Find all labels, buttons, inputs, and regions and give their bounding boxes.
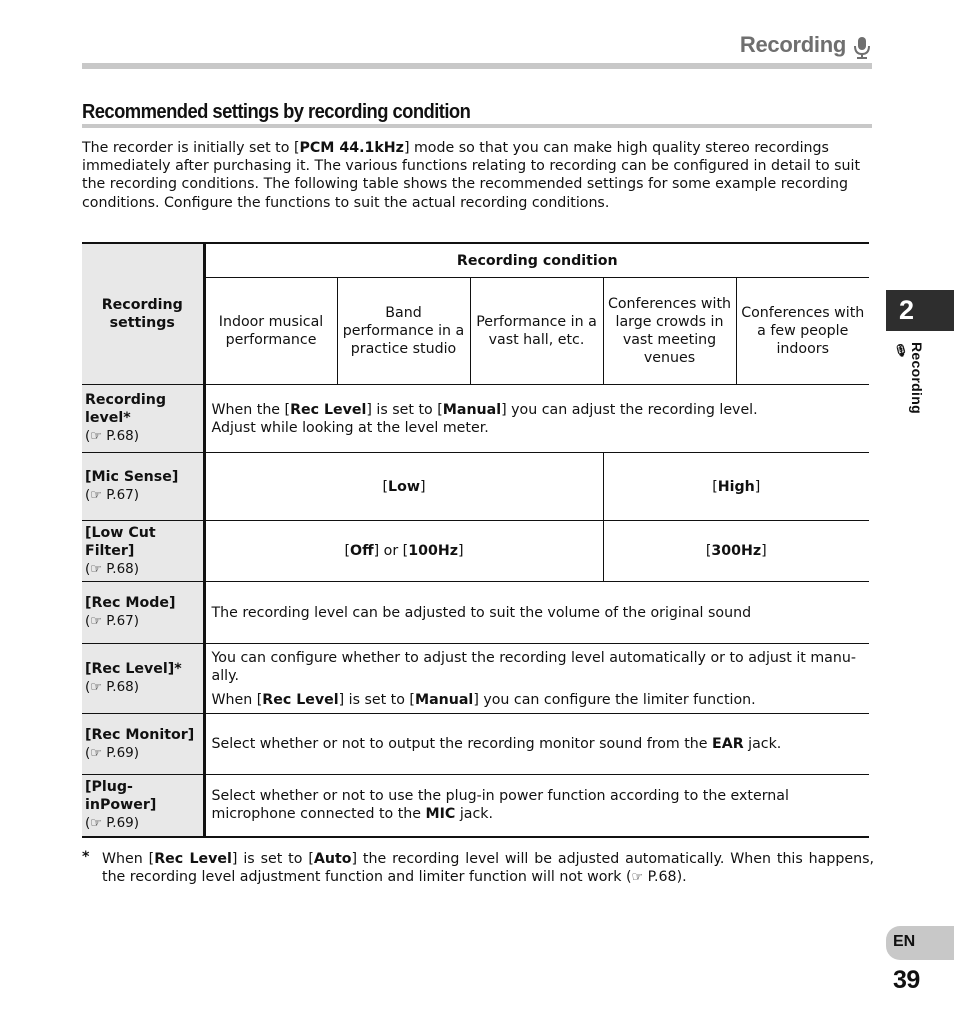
row-value: [Off] or [100Hz] <box>204 521 603 582</box>
header-title: Recording <box>739 32 846 57</box>
row-label: [Low Cut Filter] (☞ P.68) <box>82 521 204 582</box>
row-label: [Rec Monitor] (☞ P.69) <box>82 714 204 775</box>
table-row <box>82 582 869 644</box>
page-number: 39 <box>893 966 920 994</box>
condition-header: Recording condition <box>204 243 869 278</box>
language-tab[interactable]: EN <box>886 926 954 960</box>
row-label: Recording level* (☞ P.68) <box>82 385 204 453</box>
section-rule <box>82 124 872 128</box>
condition-cell: Indoor musical performance <box>204 278 337 385</box>
row-value: When the [Rec Level] is set to [Manual] you can adjust the recording level. Adjust while looking at the level meter. <box>204 385 869 453</box>
microphone-icon: 🎙 <box>894 342 908 358</box>
table-row <box>82 644 869 714</box>
side-chapter-label: Recording 🎙 <box>894 342 925 414</box>
row-value: [300Hz] <box>603 521 869 582</box>
microphone-icon <box>852 36 872 60</box>
settings-table <box>82 242 869 838</box>
section-title: Recommended settings by recording condition <box>82 101 471 123</box>
hand-pointer-icon: ☞ <box>90 680 102 695</box>
intro-paragraph: The recorder is initially set to [PCM 44.1kHz] mode so that you can make high quality stereo recordings immediately after purchasing it. The various functions relating to recording can be configured in detail to suit the recording conditions. The following table shows the recommended settings for some example recording conditions. Configure the functions to suit the actual recording conditions. <box>82 140 861 211</box>
hand-pointer-icon: ☞ <box>90 815 102 831</box>
table-row <box>82 775 869 837</box>
table-row <box>82 385 869 453</box>
row-value: Select whether or not to use the plug-in power function according to the external microphone connected to the MIC jack. <box>204 775 869 837</box>
row-label: [Plug-inPower] (☞ P.69) <box>82 775 204 837</box>
hand-pointer-icon: ☞ <box>90 614 102 629</box>
corner-header: Recording settings <box>82 243 204 385</box>
header-rule <box>82 63 872 69</box>
row-value: You can configure whether to adjust the recording level automatically or to adjust it manu-ally. When [Rec Level] is set to [Manual] you can configure the limiter function. <box>204 644 869 714</box>
row-label: [Rec Level]* (☞ P.68) <box>82 644 204 714</box>
row-label: [Mic Sense] (☞ P.67) <box>82 453 204 521</box>
row-value: [High] <box>603 453 869 521</box>
row-label: [Rec Mode] (☞ P.67) <box>82 582 204 644</box>
chapter-tab[interactable]: 2 <box>886 290 954 331</box>
hand-pointer-icon: ☞ <box>90 561 102 577</box>
footnote-star: * <box>82 849 90 865</box>
row-value: Select whether or not to output the recording monitor sound from the EAR jack. <box>204 714 869 775</box>
table-row <box>82 453 869 521</box>
condition-cell: Performance in a vast hall, etc. <box>470 278 603 385</box>
condition-cell: Band performance in a practice studio <box>337 278 470 385</box>
hand-pointer-icon: ☞ <box>90 429 102 444</box>
condition-cell: Conferences with large crowds in vast meeting venues <box>603 278 736 385</box>
hand-pointer-icon: ☞ <box>90 488 102 503</box>
table-row <box>82 714 869 775</box>
table-row <box>82 521 869 582</box>
condition-cell: Conferences with a few people indoors <box>736 278 869 385</box>
row-value: [Low] <box>204 453 603 521</box>
hand-pointer-icon: ☞ <box>631 870 644 885</box>
footnote-text: When [Rec Level] is set to [Auto] the recording level will be adjusted automatically. When this happens, the recording level adjustment function and limiter function will not work (☞ P.68). <box>102 851 874 885</box>
table-header-row <box>82 243 869 278</box>
row-value: The recording level can be adjusted to suit the volume of the original sound <box>204 582 869 644</box>
hand-pointer-icon: ☞ <box>90 745 102 761</box>
footnote <box>82 850 874 887</box>
